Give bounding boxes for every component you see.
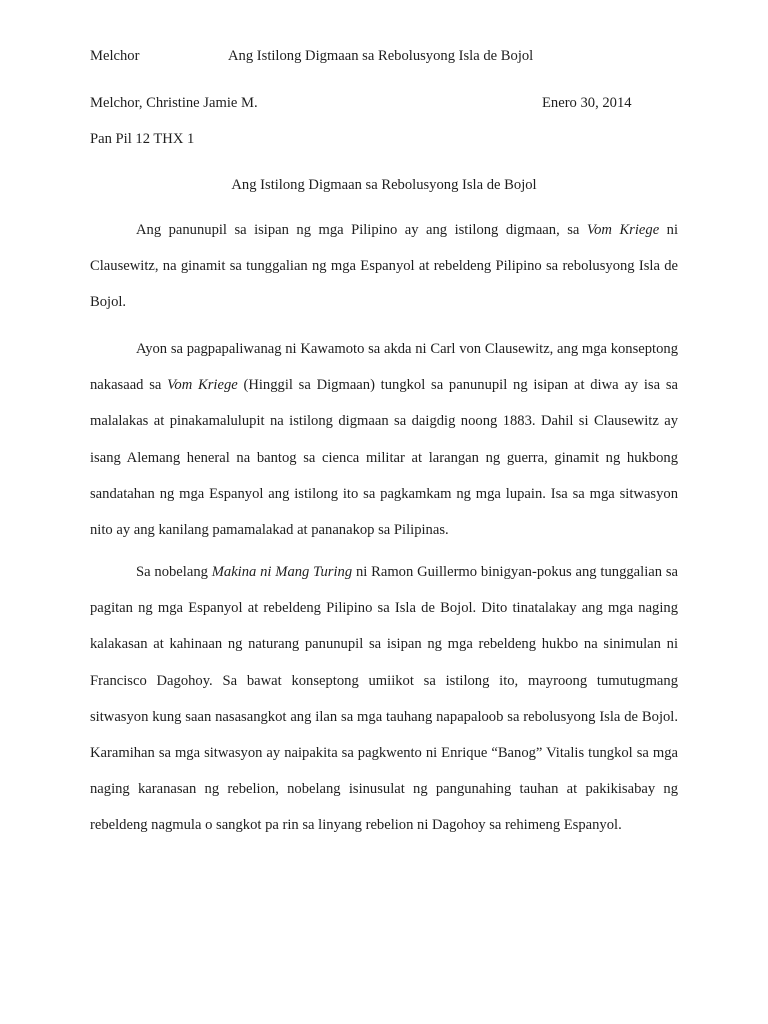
paragraph-3-text-c: ni Ramon Guillermo binigyan-pokus ang tunggalian sa pagitan ng mga Espanyol at rebeldeng Pilipino sa Isla de Bojol. Dito tinatalakay ang mga naging kalakasan at kahinaan ng naturang panunupil sa isipan ng mga rebeldeng hukbo na sinimulan ni Francisco Dagohoy. Sa bawat konseptong umiikot sa istilong ito, mayroong tumutugmang sitwasyon kung saan nasasangkot ang ilan sa mga tauhang napapaloob sa rebolusyong Isla de Bojol. Karamihan sa mga sitwasyon ay naipakita sa pagkwento ni Enrique “Banog” Vitalis tungkol sa mga naging karanasan ng rebelion, nobelang isinusulat ng pangunahing tauhan at pakikisabay ng rebeldeng nagmula o sangkot pa rin sa linyang rebelion ni Dagohoy sa rehimeng Espanyol. bbox=[90, 564, 678, 834]
paragraph-3-text-a: Sa nobelang bbox=[136, 564, 212, 580]
document-date: Enero 30, 2014 bbox=[542, 95, 632, 111]
paragraph-2-text-a: Ayon sa pagpapaliwanag ni Kawamoto sa akda ni Carl von Clausewitz, ang mga konseptong nakasaad sa bbox=[90, 341, 678, 394]
running-header-author: Melchor bbox=[90, 48, 140, 64]
paragraph-3-italic-title: Makina ni Mang Turing bbox=[211, 564, 353, 580]
author-name: Melchor, Christine Jamie M. bbox=[90, 95, 258, 111]
paragraph-2 bbox=[90, 331, 678, 548]
document-title: Ang Istilong Digmaan sa Rebolusyong Isla de Bojol bbox=[231, 177, 537, 193]
paragraph-1-text-c: ni Clausewitz, na ginamit sa tunggalian ng mga Espanyol at rebeldeng Pilipino sa rebolusyong Isla de Bojol. bbox=[90, 222, 678, 311]
paragraph-1-italic-title: Vom Kriege bbox=[586, 222, 660, 238]
paragraph-2-italic-title: Vom Kriege bbox=[167, 377, 238, 394]
paragraph-2-text-c: (Hinggil sa Digmaan) tungkol sa panunupil ng isipan at diwa ay isa sa malalakas at pinakamalulupit na istilong digmaan sa daigdig noong 1883. Dahil si Clausewitz ay isang Alemang heneral na bantog sa cienca militar at larangan ng guerra, ginamit ng hukbong sandatahan ng mga Espanyol ang istilong ito sa pagkamkam ng mga lupain. Isa sa mga sitwasyon nito ay ang kanilang pamamalakad at pananakop sa Pilipinas. bbox=[90, 377, 678, 539]
paragraph-1-text-a: Ang panunupil sa isipan ng mga Pilipino ay ang istilong digmaan, sa bbox=[136, 222, 587, 238]
paragraph-1 bbox=[90, 212, 678, 321]
paragraph-3 bbox=[90, 554, 678, 844]
running-header-title: Ang Istilong Digmaan sa Rebolusyong Isla de Bojol bbox=[228, 48, 534, 64]
course-code: Pan Pil 12 THX 1 bbox=[90, 131, 195, 147]
